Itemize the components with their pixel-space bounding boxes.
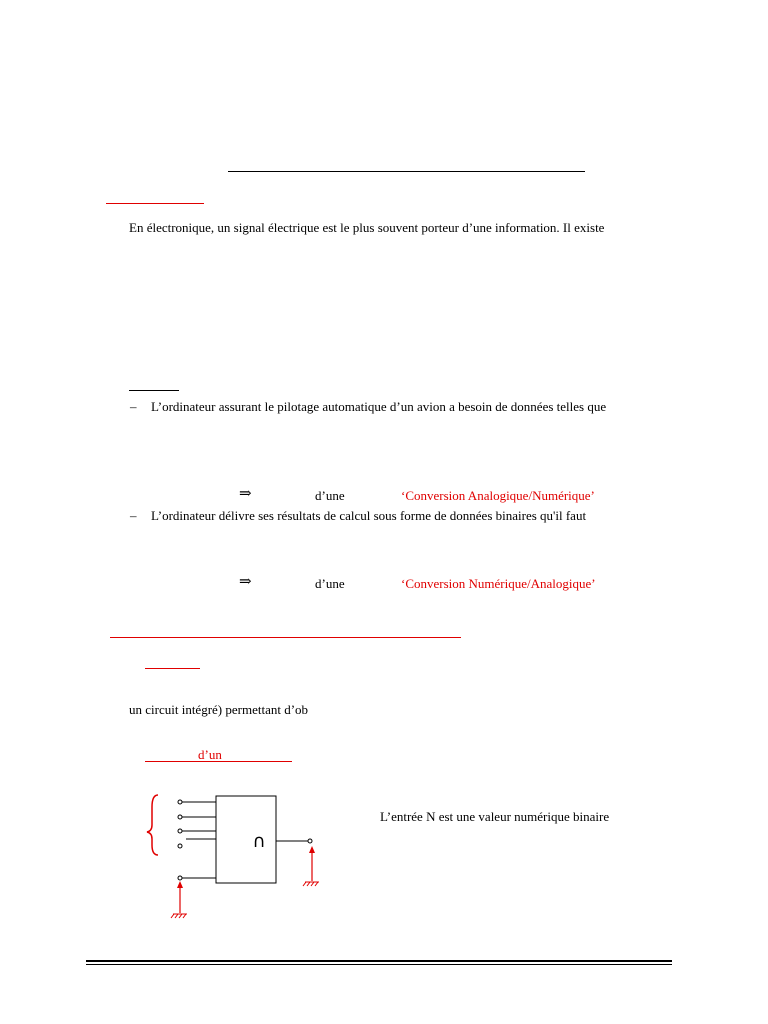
section1-heading-underline [106,203,204,204]
section2-fragment: un circuit intégré) permettant d’ob [129,702,309,717]
dac-symbol-diagram [140,785,340,925]
implies-arrow-icon: ⇒ [239,486,252,502]
symbol-title-underline [145,761,292,762]
examples-heading-underline [129,390,179,391]
input-ground-icon [171,914,187,918]
subsection-heading-underline [145,668,200,669]
intro-paragraph: En électronique, un signal électrique est le plus souvent porteur d’une information. Il existe [129,220,605,235]
converter-symbol: ∩ [252,831,266,852]
footer-rule-thin [86,964,672,965]
conversion-na-label: ‘Conversion Numérique/Analogique’ [401,576,596,591]
footer-rule-thick [86,960,672,962]
title-underline [228,171,585,172]
input-bus-brace [147,795,158,855]
conversion-an-label: ‘Conversion Analogique/Numérique’ [401,488,595,503]
list-bullet: – [130,399,137,414]
implies-arrow-icon: ⇒ [239,574,252,590]
input-wires [182,802,216,878]
list-bullet: – [130,508,137,523]
example-item-1: L’ordinateur assurant le pilotage automatique d’un avion a besoin de données telles que [151,399,607,414]
input-description: L’entrée N est une valeur numérique binaire [380,809,610,824]
symbol-title-fragment: d’un [198,747,222,762]
output-arrowhead [309,846,315,853]
example-item-2: L’ordinateur délivre ses résultats de calcul sous forme de données binaires qu'il faut [151,508,587,523]
input-arrowhead [177,881,183,888]
dune-label: d’une [315,488,345,503]
section2-heading-underline [110,637,461,638]
output-ground-icon [303,882,319,886]
converter-block [216,796,276,883]
output-terminal [308,839,312,843]
input-terminals [178,800,182,880]
dune-label: d’une [315,576,345,591]
